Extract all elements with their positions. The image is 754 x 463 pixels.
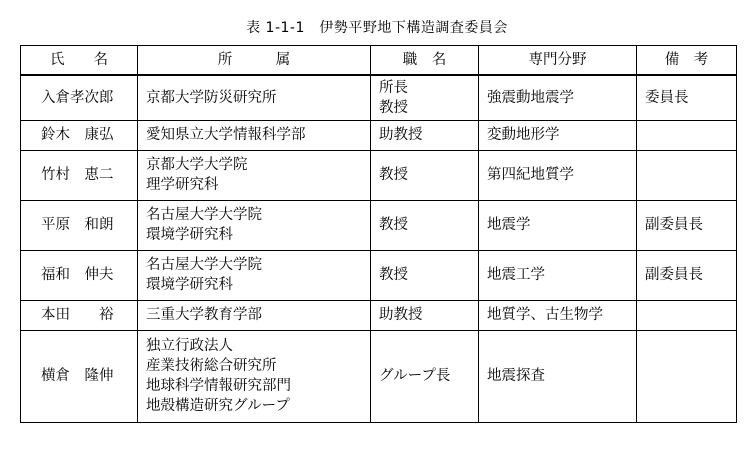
table-row [21,150,737,200]
affiliation-line: 京都大学防災研究所 [146,89,277,106]
member-note: 副委員長 [637,200,737,250]
committee-table [20,45,737,423]
affiliation-line: 産業技術総合研究所 [146,358,277,374]
member-affiliation [138,250,371,300]
member-name: 本田 裕 [21,300,138,330]
title-line: 所長 [379,79,408,96]
member-affiliation [138,120,371,150]
header-name: 氏 名 [21,46,138,76]
title-line: 助教授 [379,127,423,143]
member-affiliation [138,200,371,250]
affiliation-line: 愛知県立大学情報科学部 [146,127,306,143]
member-note [637,150,737,200]
table-row [21,120,737,150]
member-name: 福和 伸夫 [21,250,138,300]
affiliation-line: 地殻構造研究グループ [146,398,290,414]
table-row [21,75,737,120]
member-name: 鈴木 康弘 [21,120,138,150]
member-name: 竹村 恵二 [21,150,138,200]
member-name: 入倉孝次郎 [21,75,138,120]
table-body [21,75,737,422]
affiliation-line: 名古屋大学大学院 [146,207,262,223]
title-line: 教授 [379,167,408,183]
member-field: 地震工学 [479,250,637,300]
member-affiliation [138,300,371,330]
title-line: 助教授 [379,307,423,323]
header-affiliation: 所 属 [138,46,371,76]
affiliation-line: 環境学研究科 [146,227,233,243]
member-title [371,75,479,120]
affiliation-line: 地球科学情報研究部門 [146,378,291,394]
member-title [371,200,479,250]
member-title [371,250,479,300]
header-title: 職 名 [371,46,479,76]
member-title [371,300,479,330]
table-row [21,200,737,250]
member-affiliation [138,150,371,200]
member-field: 強震動地震学 [479,75,637,120]
member-note [637,330,737,422]
member-field: 地震学 [479,200,637,250]
affiliation-line: 名古屋大学大学院 [146,257,262,273]
member-note: 副委員長 [637,250,737,300]
member-note [637,120,737,150]
affiliation-line: 京都大学大学院 [146,157,248,173]
title-line: 教授 [379,267,408,283]
affiliation-line: 三重大学教育学部 [146,307,262,323]
title-line: 教授 [379,99,408,116]
affiliation-line: 環境学研究科 [146,277,233,293]
member-field: 地震探査 [479,330,637,422]
affiliation-line: 独立行政法人 [146,338,233,354]
member-field: 第四紀地質学 [479,150,637,200]
header-field: 専門分野 [479,46,637,76]
table-row [21,250,737,300]
table-row [21,300,737,330]
header-note: 備 考 [637,46,737,76]
member-name: 横倉 隆伸 [21,330,138,422]
member-affiliation [138,330,371,422]
table-caption: 表 1-1-1 伊勢平野地下構造調査委員会 [246,20,508,36]
member-title [371,150,479,200]
member-note: 委員長 [637,75,737,120]
header-row [21,46,737,76]
title-line: グループ長 [379,368,451,384]
title-line: 教授 [379,217,408,233]
member-name: 平原 和朗 [21,200,138,250]
table-row [21,330,737,422]
affiliation-line: 理学研究科 [146,177,219,193]
member-field: 変動地形学 [479,120,637,150]
member-note [637,300,737,330]
member-title [371,330,479,422]
member-affiliation [138,75,371,120]
member-field: 地質学、古生物学 [479,300,637,330]
member-title [371,120,479,150]
